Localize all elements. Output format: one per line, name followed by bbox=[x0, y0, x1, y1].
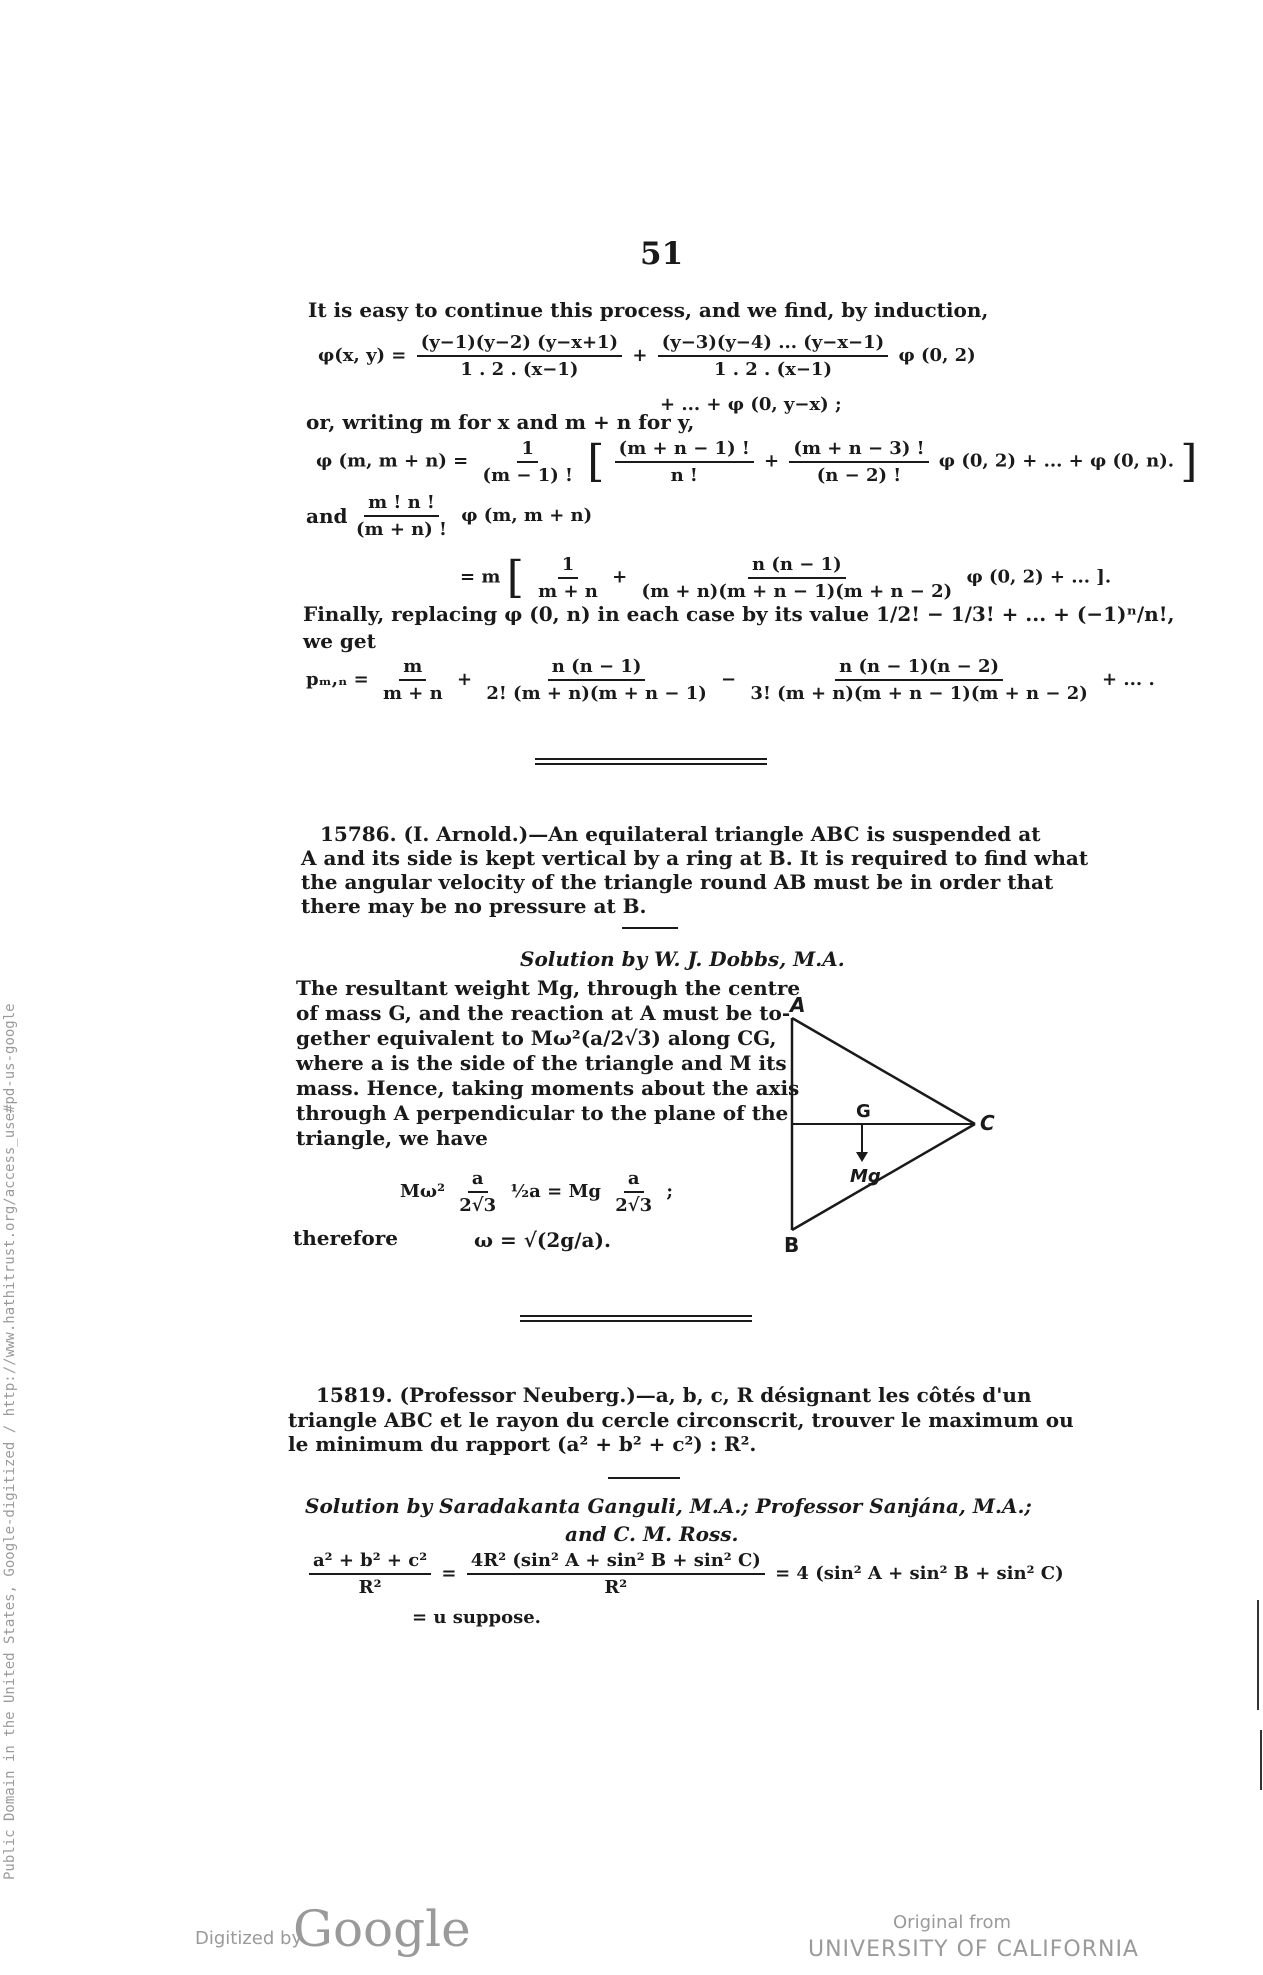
eqa-frac1 bbox=[455, 1168, 500, 1216]
label-mg: Mg bbox=[850, 1166, 881, 1187]
eq4-frac1-num: 1 bbox=[558, 554, 579, 579]
eqa-lhs: Mω² bbox=[400, 1181, 445, 1202]
eq2-frac2-den: n ! bbox=[670, 464, 698, 486]
eqa-mid: ½a = Mg bbox=[510, 1181, 601, 1202]
intro-text: It is easy to continue this process, and we find, by induction, bbox=[308, 298, 989, 322]
eq2-frac2 bbox=[615, 438, 754, 486]
problem1-body-line: mass. Hence, taking moments about the axis bbox=[296, 1076, 800, 1100]
university-label: UNIVERSITY OF CALIFORNIA bbox=[808, 1937, 1139, 1962]
eq1-frac1-num: (y−1)(y−2) (y−x+1) bbox=[417, 332, 622, 357]
eq1-line2: + ... + φ (0, y−x) ; bbox=[660, 394, 842, 415]
eq4-plus: + bbox=[612, 566, 628, 588]
p2eq-frac2-den: R² bbox=[604, 1577, 628, 1598]
label-c: C bbox=[980, 1111, 995, 1135]
eq3-frac bbox=[352, 492, 451, 540]
side-watermark bbox=[0, 600, 20, 1880]
p2eq-frac1-den: R² bbox=[358, 1577, 382, 1598]
problem1-body-line: of mass G, and the reaction at A must be to- bbox=[296, 1001, 791, 1025]
p2eq-frac1-num: a² + b² + c² bbox=[309, 1550, 431, 1575]
triangle-diagram bbox=[770, 990, 1010, 1260]
label-g: G bbox=[856, 1101, 871, 1122]
therefore-label: therefore bbox=[293, 1226, 398, 1250]
writing-text: or, writing m for x and m + n for y, bbox=[306, 410, 695, 434]
side-bc bbox=[792, 1124, 975, 1230]
page-number: 51 bbox=[640, 236, 684, 272]
original-from-label: Original from bbox=[893, 1912, 1012, 1933]
problem1-equation-b: ω = √(2g/a). bbox=[474, 1228, 611, 1252]
eq5-lhs: pₘ,ₙ = bbox=[306, 669, 369, 690]
eq1-tail: φ (0, 2) bbox=[898, 345, 976, 366]
eq2-frac3-num: (m + n − 3) ! bbox=[789, 438, 928, 463]
problem2-line2: triangle ABC et le rayon du cercle circonscrit, trouver le maximum ou bbox=[288, 1408, 1074, 1432]
eq5-frac3 bbox=[746, 656, 1091, 704]
problem2-solution-line2: and C. M. Ross. bbox=[565, 1522, 739, 1546]
eq1-frac2 bbox=[658, 332, 888, 380]
eq4-tail: φ (0, 2) + ... ]. bbox=[966, 566, 1112, 588]
eq4-frac2-den: (m + n)(m + n − 1)(m + n − 2) bbox=[641, 580, 953, 602]
side-ac bbox=[792, 1018, 975, 1124]
eq5-frac2 bbox=[482, 656, 710, 704]
eq2-frac1-den: (m − 1) ! bbox=[482, 464, 573, 486]
problem1-body-line: triangle, we have bbox=[296, 1126, 488, 1150]
problem1-line3: the angular velocity of the triangle round AB must be in order that bbox=[301, 870, 1054, 894]
eq3-frac-den: (m + n) ! bbox=[356, 519, 447, 540]
equation-5 bbox=[306, 656, 1155, 704]
eqa-frac1-den: 2√3 bbox=[459, 1195, 497, 1216]
eqa-frac2-den: 2√3 bbox=[615, 1195, 653, 1216]
equation-1 bbox=[318, 332, 976, 380]
and-label: and bbox=[306, 504, 348, 528]
eq5-frac2-den: 2! (m + n)(m + n − 1) bbox=[486, 683, 707, 704]
eqa-frac1-num: a bbox=[468, 1168, 488, 1193]
eq2-frac1 bbox=[479, 438, 577, 486]
google-logo: Google bbox=[293, 1900, 471, 1958]
eq3-tail: φ (m, m + n) bbox=[461, 505, 593, 526]
p2eq-frac2-num: 4R² (sin² A + sin² B + sin² C) bbox=[467, 1550, 765, 1575]
eqa-tail: ; bbox=[666, 1181, 674, 1202]
section-divider-1 bbox=[535, 758, 767, 765]
eq2-lhs: φ (m, m + n) = bbox=[316, 450, 469, 472]
eq1-frac2-den: 1 . 2 . (x−1) bbox=[713, 359, 832, 380]
eq5-frac3-num: n (n − 1)(n − 2) bbox=[835, 656, 1003, 681]
problem2-equation bbox=[305, 1550, 1064, 1598]
problem2-line3: le minimum du rapport (a² + b² + c²) : R². bbox=[288, 1432, 757, 1456]
equation-4 bbox=[460, 552, 1111, 603]
digitized-by-label: Digitized by bbox=[195, 1928, 303, 1949]
problem1-short-rule bbox=[622, 927, 678, 929]
eq5-tail: + ... . bbox=[1102, 669, 1155, 690]
section-divider-2 bbox=[520, 1315, 752, 1322]
eqa-frac2 bbox=[611, 1168, 656, 1216]
scan-edge-mark bbox=[1260, 1730, 1262, 1790]
eq4-frac2 bbox=[638, 554, 957, 602]
eq5-minus: − bbox=[721, 669, 737, 690]
eq2-right-bracket: ] bbox=[1180, 436, 1198, 487]
problem1-body bbox=[296, 976, 800, 1151]
problem1-body-line: gether equivalent to Mω²(a/2√3) along CG, bbox=[296, 1026, 777, 1050]
eq2-frac2-num: (m + n − 1) ! bbox=[615, 438, 754, 463]
eq4-frac2-num: n (n − 1) bbox=[748, 554, 846, 579]
weight-arrow-head bbox=[856, 1152, 868, 1162]
p2eq-tail: = 4 (sin² A + sin² B + sin² C) bbox=[775, 1563, 1064, 1584]
p2eq-frac2 bbox=[467, 1550, 765, 1598]
eq4-frac1-den: m + n bbox=[538, 580, 598, 602]
eq1-plus: + bbox=[632, 345, 648, 366]
eq5-frac2-num: n (n − 1) bbox=[548, 656, 646, 681]
p2eq-equals: = bbox=[441, 1563, 457, 1584]
eq4-left-bracket: [ bbox=[506, 552, 524, 603]
problem2-line1: 15819. (Professor Neuberg.)—a, b, c, R désignant les côtés d'un bbox=[316, 1383, 1032, 1407]
problem1-equation-a bbox=[400, 1168, 673, 1216]
equation-2 bbox=[316, 436, 1197, 487]
problem1-body-line: where a is the side of the triangle and M its bbox=[296, 1051, 787, 1075]
eq2-plus: + bbox=[764, 450, 780, 472]
eq4-lhs: = m bbox=[460, 566, 501, 588]
eq5-plus: + bbox=[456, 669, 473, 690]
we-get-text: we get bbox=[303, 629, 376, 653]
problem1-solution-by: Solution by W. J. Dobbs, M.A. bbox=[520, 947, 845, 971]
label-a: A bbox=[790, 993, 806, 1017]
eq1-frac1 bbox=[417, 332, 622, 380]
eq5-frac1-num: m bbox=[399, 656, 426, 681]
eqa-frac2-num: a bbox=[624, 1168, 644, 1193]
label-b: B bbox=[784, 1233, 800, 1257]
watermark-line-2: Public Domain in the United States, Google-digitized / http://www.hathitrust.org/access_use#pd-us-google bbox=[2, 1003, 18, 1880]
eq1-lhs: φ(x, y) = bbox=[318, 345, 407, 366]
eq5-frac1-den: m + n bbox=[382, 683, 443, 704]
eq5-frac3-den: 3! (m + n)(m + n − 1)(m + n − 2) bbox=[750, 683, 1088, 704]
scan-edge-mark bbox=[1257, 1600, 1259, 1710]
problem1-body-line: through A perpendicular to the plane of the bbox=[296, 1101, 789, 1125]
eq4-frac1 bbox=[534, 554, 602, 602]
eq2-frac3 bbox=[789, 438, 928, 486]
problem1-line1: 15786. (I. Arnold.)—An equilateral triangle ABC is suspended at bbox=[320, 822, 1041, 846]
eq2-left-bracket: [ bbox=[587, 436, 605, 487]
eq1-frac2-num: (y−3)(y−4) ... (y−x−1) bbox=[658, 332, 888, 357]
problem2-short-rule bbox=[608, 1477, 680, 1479]
problem1-line4: there may be no pressure at B. bbox=[301, 894, 647, 918]
eq2-frac1-num: 1 bbox=[517, 438, 538, 463]
eq5-frac1 bbox=[379, 656, 447, 704]
problem1-body-line: The resultant weight Mg, through the centre bbox=[296, 976, 801, 1000]
problem1-line2: A and its side is kept vertical by a ring at B. It is required to find what bbox=[301, 846, 1089, 870]
eq1-frac1-den: 1 . 2 . (x−1) bbox=[460, 359, 579, 380]
eq2-tail: φ (0, 2) + ... + φ (0, n). bbox=[938, 450, 1174, 472]
eq3-frac-num: m ! n ! bbox=[364, 492, 439, 517]
eq2-frac3-den: (n − 2) ! bbox=[816, 464, 902, 486]
p2eq-frac1 bbox=[309, 1550, 431, 1598]
equation-3 bbox=[348, 492, 592, 540]
problem2-eq-line2: = u suppose. bbox=[412, 1607, 541, 1628]
finally-text: Finally, replacing φ (0, n) in each case by its value 1/2! − 1/3! + ... + (−1)ⁿ/n!, bbox=[303, 602, 1175, 626]
problem2-solution-line1: Solution by Saradakanta Ganguli, M.A.; Professor Sanjána, M.A.; bbox=[305, 1494, 1032, 1518]
